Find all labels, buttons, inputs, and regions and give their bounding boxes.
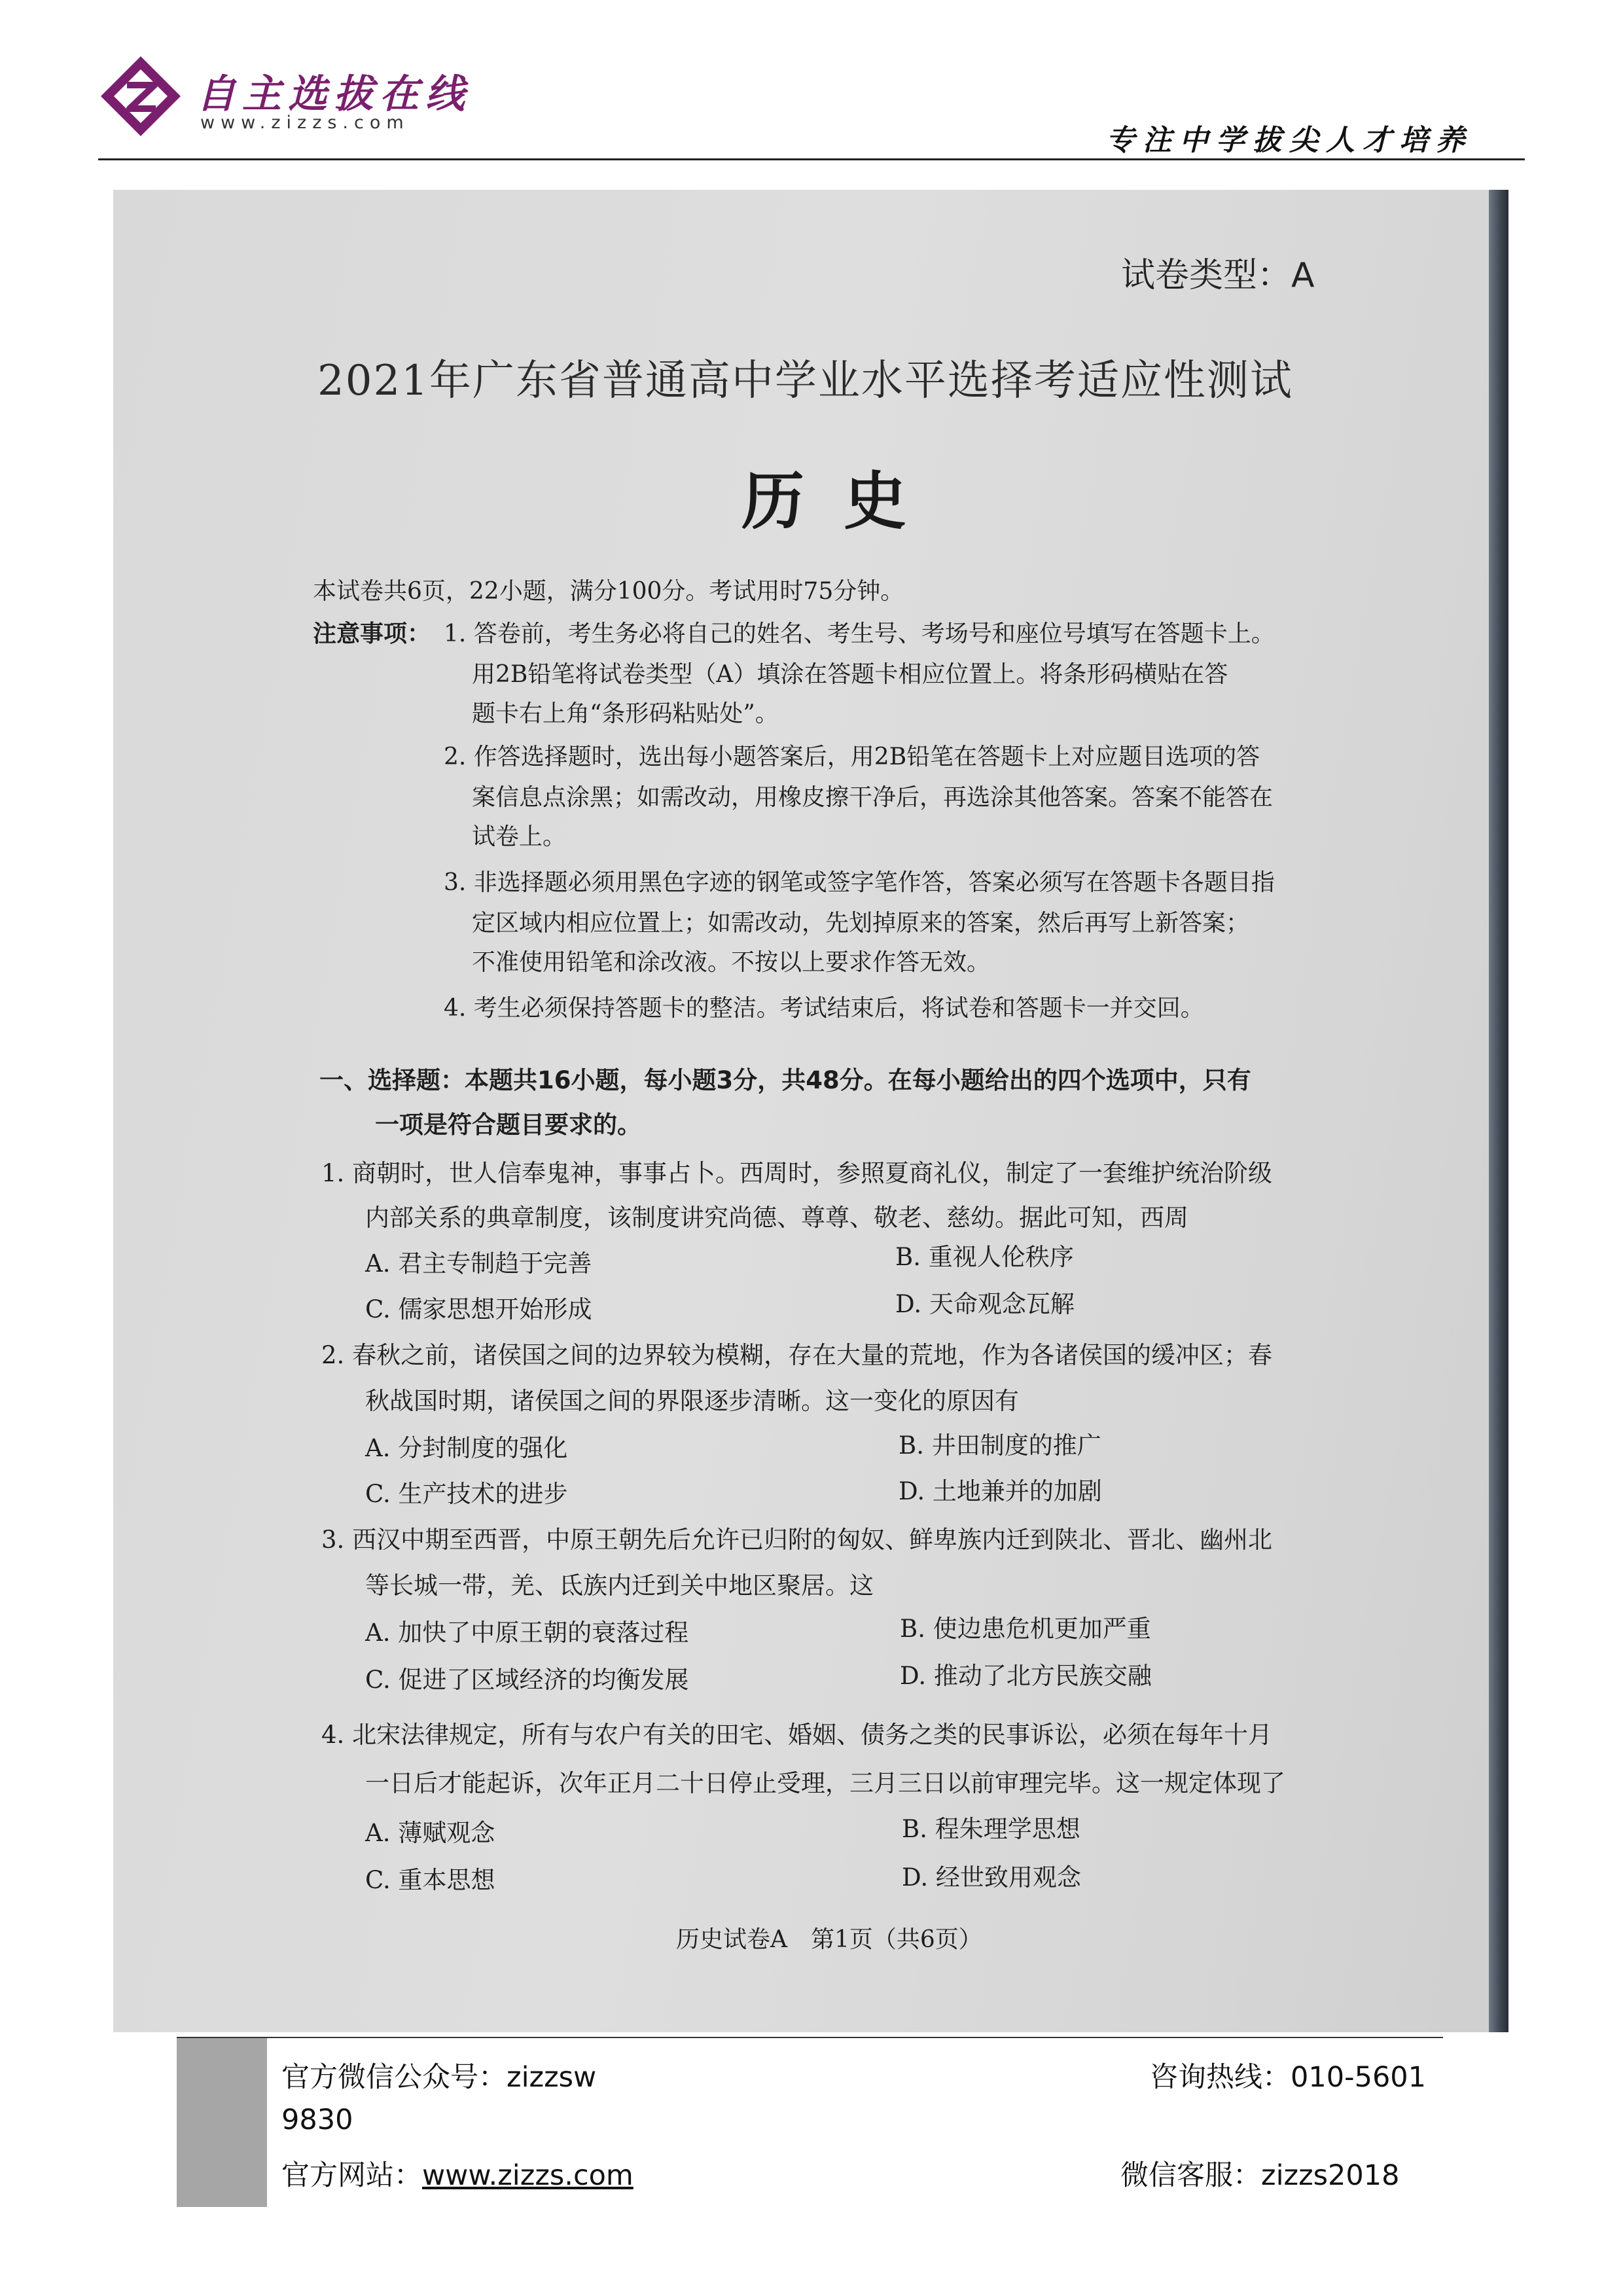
footer-divider — [177, 2037, 1443, 2038]
notice-1-line-2: 用2B铅笔将试卷类型（A）填涂在答题卡相应位置上。将条形码横贴在答 — [472, 661, 1228, 688]
notice-3-line-1: 3. 非选择题必须用黑色字迹的钢笔或签字笔作答，答案必须写在答题卡各题目指 — [444, 869, 1275, 896]
question-4-option-c: C. 重本思想 — [365, 1866, 495, 1894]
question-2-option-c: C. 生产技术的进步 — [365, 1480, 568, 1508]
zizzs-logo-icon — [98, 54, 183, 139]
question-3-option-d: D. 推动了北方民族交融 — [900, 1662, 1152, 1690]
question-2-line-1: 2. 春秋之前，诸侯国之间的边界较为模糊，存在大量的荒地，作为各诸侯国的缓冲区；春 — [321, 1341, 1273, 1369]
footer-website — [281, 2153, 633, 2193]
notice-label: 注意事项： — [313, 620, 431, 647]
footer-website-label: 官方网站： — [281, 2159, 422, 2192]
question-2-option-a: A. 分封制度的强化 — [365, 1434, 568, 1462]
question-1-option-a: A. 君主专制趋于完善 — [365, 1249, 592, 1278]
notice-3-line-2: 定区域内相应位置上；如需改动，先划掉原来的答案，然后再写上新答案； — [472, 910, 1250, 937]
question-1-option-c: C. 儒家思想开始形成 — [365, 1295, 592, 1323]
brand-url[interactable]: www.zizzs.com — [200, 113, 410, 133]
question-4-line-1: 4. 北宋法律规定，所有与农户有关的田宅、婚姻、债务之类的民事诉讼，必须在每年十月 — [321, 1721, 1273, 1749]
exam-photo — [113, 190, 1508, 2032]
question-3-option-a: A. 加快了中原王朝的衰落过程 — [365, 1619, 689, 1647]
exam-title: 2021年广东省普通高中学业水平选择考适应性测试 — [317, 357, 1293, 405]
question-4-option-a: A. 薄赋观念 — [365, 1819, 495, 1847]
exam-sheet — [113, 190, 1488, 2032]
notice-2-line-3: 试卷上。 — [472, 823, 567, 850]
question-4-option-d: D. 经世致用观念 — [902, 1863, 1081, 1892]
notice-2-line-1: 2. 作答选择题时，选出每小题答案后，用2B铅笔在答题卡上对应题目选项的答 — [444, 744, 1260, 770]
question-4-line-2: 一日后才能起诉，次年正月二十日停止受理，三月三日以前审理完毕。这一规定体现了 — [365, 1769, 1285, 1797]
question-2-line-2: 秋战国时期，诸侯国之间的界限逐步清晰。这一变化的原因有 — [365, 1387, 1019, 1415]
header-slogan: 专注中学拔尖人才培养 — [1106, 124, 1472, 157]
question-1-line-2: 内部关系的典章制度，该制度讲究尚德、尊尊、敬老、慈幼。据此可知，西周 — [365, 1204, 1188, 1232]
section-heading-line-2: 一项是符合题目要求的。 — [375, 1111, 641, 1139]
footer-wechat-account: 官方微信公众号：zizzsw — [281, 2061, 597, 2094]
footer-accent-bar — [177, 2038, 267, 2207]
question-1-option-b: B. 重视人伦秩序 — [895, 1243, 1074, 1271]
footer-hotline: 咨询热线：010-5601 — [1150, 2061, 1427, 2094]
exam-subject: 历史 — [741, 465, 946, 538]
exam-page-footer: 历史试卷A 第1页（共6页） — [676, 1926, 982, 1953]
notice-1-line-1: 1. 答卷前，考生务必将自己的姓名、考生号、考场号和座位号填写在答题卡上。 — [444, 620, 1275, 647]
header-divider — [98, 158, 1525, 160]
section-heading-line-1: 一、选择题：本题共16小题，每小题3分，共48分。在每小题给出的四个选项中，只有 — [319, 1066, 1251, 1094]
question-1-option-d: D. 天命观念瓦解 — [895, 1290, 1075, 1318]
notice-3-line-3: 不准使用铅笔和涂改液。不按以上要求作答无效。 — [472, 949, 991, 976]
question-2-option-b: B. 井田制度的推广 — [899, 1431, 1101, 1460]
notice-2-line-2: 案信息点涂黑；如需改动，用橡皮擦干净后，再选涂其他答案。答案不能答在 — [472, 784, 1274, 811]
question-3-option-b: B. 使边患危机更加严重 — [900, 1615, 1151, 1643]
question-3-line-2: 等长城一带，羌、氐族内迁到关中地区聚居。这 — [365, 1571, 874, 1600]
question-2-option-d: D. 土地兼并的加剧 — [899, 1477, 1102, 1505]
question-3-option-c: C. 促进了区域经济的均衡发展 — [365, 1666, 689, 1694]
exam-intro: 本试卷共6页，22小题，满分100分。考试用时75分钟。 — [313, 578, 904, 605]
question-4-option-b: B. 程朱理学思想 — [902, 1815, 1080, 1843]
question-3-line-1: 3. 西汉中期至西晋，中原王朝先后允许已归附的匈奴、鲜卑族内迁到陕北、晋北、幽州北 — [321, 1526, 1273, 1554]
footer-wechat-service: 微信客服：zizzs2018 — [1120, 2159, 1400, 2192]
footer-website-link[interactable]: www.zizzs.com — [422, 2159, 633, 2192]
photo-desk-edge — [1489, 190, 1508, 2032]
question-1-line-1: 1. 商朝时，世人信奉鬼神，事事占卜。西周时，参照夏商礼仪，制定了一套维护统治阶级 — [321, 1159, 1273, 1187]
brand-name: 自主选拔在线 — [196, 71, 471, 117]
footer-hotline-cont: 9830 — [281, 2104, 353, 2136]
paper-type: 试卷类型：A — [1121, 256, 1315, 295]
notice-1-line-3: 题卡右上角“条形码粘贴处”。 — [472, 700, 779, 727]
notice-4-line-1: 4. 考生必须保持答题卡的整洁。考试结束后，将试卷和答题卡一并交回。 — [444, 995, 1204, 1022]
